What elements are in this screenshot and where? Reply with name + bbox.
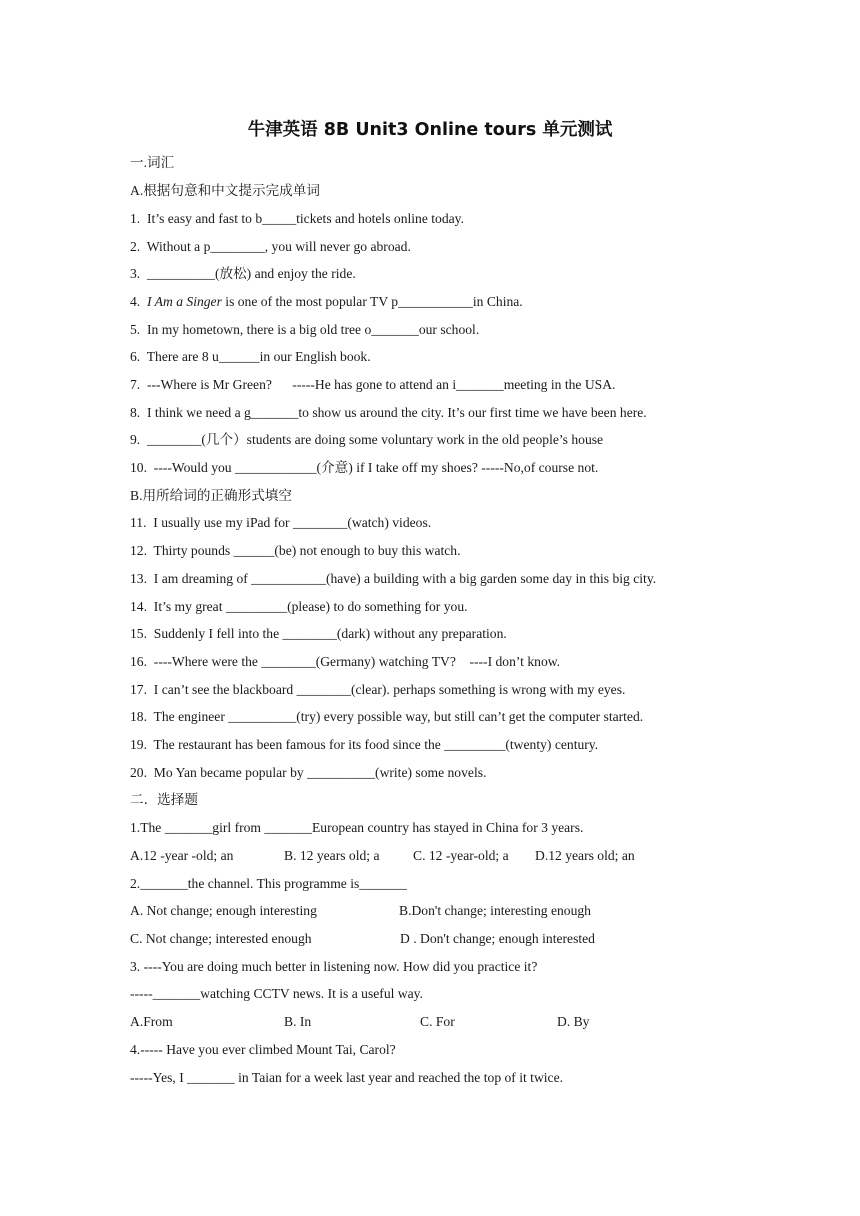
- mc-question-4: 4.----- Have you ever climbed Mount Tai, Carol?: [130, 1042, 396, 1057]
- section2-heading: 二．选择题: [130, 792, 198, 807]
- mc2-option-b: B.Don't change; interesting enough: [399, 903, 591, 918]
- mc-question-3: 3. ----You are doing much better in listening now. How did you practice it?: [130, 959, 538, 974]
- question-8: 8. I think we need a g_______to show us around the city. It’s our first time we have been here.: [130, 405, 647, 420]
- mc2-option-c: C. Not change; interested enough: [130, 931, 312, 946]
- mc-question-2: 2._______the channel. This programme is_______: [130, 876, 407, 891]
- question-15: 15. Suddenly I fell into the ________(dark) without any preparation.: [130, 626, 507, 641]
- question-5: 5. In my hometown, there is a big old tree o_______our school.: [130, 322, 480, 337]
- question-12: 12. Thirty pounds ______(be) not enough to buy this watch.: [130, 543, 461, 558]
- question-11: 11. I usually use my iPad for ________(watch) videos.: [130, 515, 432, 530]
- mc-question-1: 1.The _______girl from _______European country has stayed in China for 3 years.: [130, 820, 584, 835]
- document-title: 牛津英语 8B Unit3 Online tours 单元测试: [247, 120, 613, 140]
- partA-heading: A.根据句意和中文提示完成单词: [130, 183, 320, 198]
- section1-heading: 一.词汇: [130, 155, 175, 170]
- question-18: 18. The engineer __________(try) every possible way, but still can’t get the computer started.: [130, 709, 644, 724]
- mc3-option-d: D. By: [557, 1014, 590, 1029]
- question-10: 10. ----Would you ____________(介意) if I take off my shoes? -----No,of course not.: [130, 460, 599, 475]
- partB-heading: B.用所给词的正确形式填空: [130, 488, 292, 503]
- question-4-text: is one of the most popular TV p___________in China.: [221, 294, 523, 309]
- mc-question-3-reply: -----_______watching CCTV news. It is a useful way.: [130, 986, 423, 1001]
- mc1-option-a: A.12 -year -old; an: [130, 848, 234, 863]
- question-6: 6. There are 8 u______in our English book.: [130, 349, 371, 364]
- mc3-option-c: C. For: [420, 1014, 455, 1029]
- question-3: 3. __________(放松) and enjoy the ride.: [130, 266, 356, 281]
- question-2: 2. Without a p________, you will never go abroad.: [130, 239, 411, 254]
- mc-question-4-reply: -----Yes, I _______ in Taian for a week last year and reached the top of it twice.: [130, 1070, 564, 1085]
- mc2-option-a: A. Not change; enough interesting: [130, 903, 317, 918]
- mc1-option-d: D.12 years old; an: [535, 848, 635, 863]
- question-4: [130, 293, 523, 311]
- question-14: 14. It’s my great _________(please) to do something for you.: [130, 599, 468, 614]
- mc1-option-c: C. 12 -year-old; a: [413, 848, 509, 863]
- question-9: 9. ________(几个）students are doing some voluntary work in the old people’s house: [130, 432, 604, 447]
- question-1: 1. It’s easy and fast to b_____tickets and hotels online today.: [130, 211, 464, 226]
- question-13: 13. I am dreaming of ___________(have) a building with a big garden some day in this big city.: [130, 571, 657, 586]
- mc3-option-a: A.From: [130, 1014, 173, 1029]
- question-19: 19. The restaurant has been famous for its food since the _________(twenty) century.: [130, 737, 599, 752]
- question-7: 7. ---Where is Mr Green? -----He has gone to attend an i_______meeting in the USA.: [130, 377, 616, 392]
- question-20: 20. Mo Yan became popular by __________(write) some novels.: [130, 765, 487, 780]
- question-16: 16. ----Where were the ________(Germany) watching TV? ----I don’t know.: [130, 654, 561, 669]
- mc2-option-d: D . Don't change; enough interested: [400, 931, 595, 946]
- question-4-show-title: I Am a Singer: [147, 294, 222, 309]
- mc1-option-b: B. 12 years old; a: [284, 848, 380, 863]
- question-17: 17. I can’t see the blackboard ________(clear). perhaps something is wrong with my eyes.: [130, 682, 626, 697]
- mc3-option-b: B. In: [284, 1014, 312, 1029]
- question-4-number: 4.: [130, 294, 147, 309]
